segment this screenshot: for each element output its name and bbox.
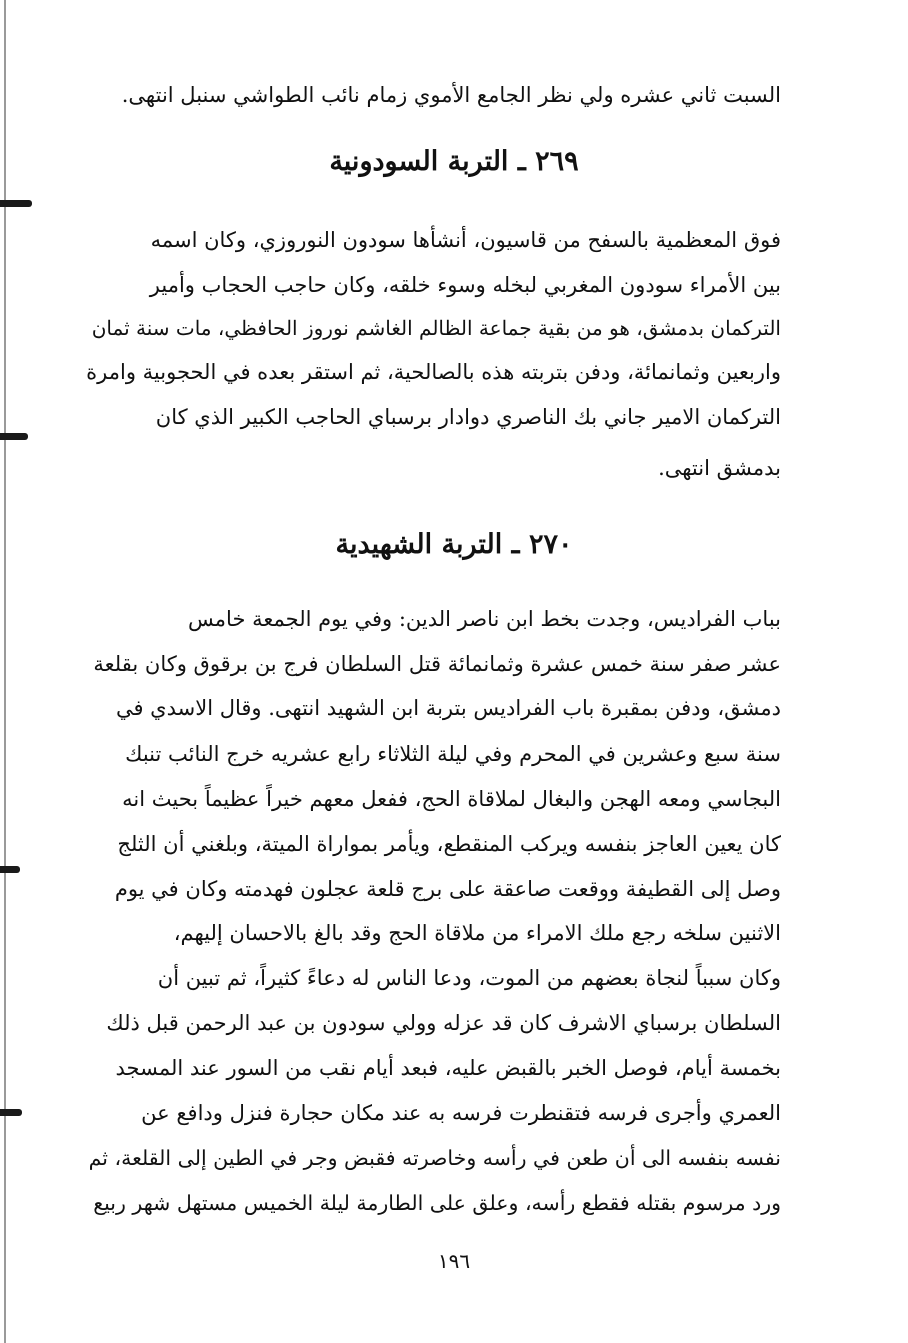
margin-ink-mark	[0, 866, 20, 873]
paragraph-line: العمري وأجرى فرسه فتقنطرت فرسه به عند مكان حجارة فنزل ودافع عن	[141, 1101, 781, 1125]
paragraph-line: التركمان الامير جاني بك الناصري دوادار برسباي الحاجب الكبير الذي كان	[155, 405, 781, 429]
paragraph-line: بين الأمراء سودون المغربي لبخله وسوء خلقه، وكان حاجب الحجاب وأمير	[149, 273, 781, 297]
paragraph-line: ورد مرسوم بقتله فقطع رأسه، وعلق على الطارمة ليلة الخميس مستهل شهر ربيع	[93, 1191, 781, 1215]
margin-ink-mark	[0, 433, 28, 440]
paragraph-line: التركمان بدمشق، هو من بقية جماعة الظالم الغاشم نوروز الحافظي، مات سنة ثمان	[91, 316, 781, 340]
paragraph-line: كان يعين العاجز بنفسه ويركب المنقطع، ويأمر بمواراة الميتة، وبلغني أن الثلج	[117, 832, 781, 856]
paragraph-line: واربعين وثمانمائة، ودفن بتربته هذه بالصالحية، ثم استقر بعده في الحجوبية وامرة	[86, 360, 781, 384]
paragraph-line	[86, 225, 781, 255]
paragraph-line: بباب الفراديس، وجدت بخط ابن ناصر الدين: وفي يوم الجمعة خامس	[188, 607, 781, 631]
line-text: فوق المعظمية بالسفح من قاسيون، أنشأها سودون النوروزي، وكان اسمه	[150, 228, 781, 252]
paragraph-line: دمشق، ودفن بمقبرة باب الفراديس بتربة ابن الشهيد انتهى. وقال الاسدي في	[115, 696, 781, 720]
section-heading-270: ٢٧٠ ـ التربة الشهيدية	[335, 529, 573, 560]
paragraph-line: السلطان برسباي الاشرف كان قد عزله وولي سودون بن عبد الرحمن قبل ذلك	[106, 1011, 781, 1035]
section-heading-269: ٢٦٩ ـ التربة السودونية	[329, 146, 579, 177]
paragraph-line: وكان سبباً لنجاة بعضهم من الموت، ودعا الناس له دعاءً كثيراً، ثم تبين أن	[157, 966, 781, 990]
opening-line: السبت ثاني عشره ولي نظر الجامع الأموي زمام نائب الطواشي سنبل انتهى.	[121, 83, 781, 107]
margin-ink-mark	[0, 200, 32, 207]
paragraph-line: سنة سبع وعشرين في المحرم وفي ليلة الثلاثاء رابع عشريه خرج النائب تنبك	[125, 742, 781, 766]
paragraph-line: الاثنين سلخه رجع ملك الامراء من ملاقاة الحج وقد بالغ بالاحسان إليهم،	[173, 921, 781, 945]
paragraph-line: البجاسي ومعه الهجن والبغال لملاقاة الحج، ففعل معهم خيراً عظيماً بحيث انه	[122, 787, 781, 811]
paragraph-line: وصل إلى القطيفة ووقعت صاعقة على برج قلعة عجلون فهدمته وكان في يوم	[114, 877, 781, 901]
paragraph-line: نفسه بنفسه الى أن طعن في رأسه وخاصرته فقبض وجر في الطين إلى القلعة، ثم	[88, 1146, 781, 1170]
page-number: ١٩٦	[437, 1249, 471, 1273]
paragraph-line: بدمشق انتهى.	[658, 456, 781, 480]
margin-ink-mark	[0, 1109, 22, 1116]
paragraph-line: عشر صفر سنة خمس عشرة وثمانمائة قتل السلطان فرج بن برقوق وكان بقلعة	[93, 652, 781, 676]
paragraph-line: بخمسة أيام، فوصل الخبر بالقبض عليه، فبعد أيام نقب من السور عند المسجد	[115, 1056, 781, 1080]
